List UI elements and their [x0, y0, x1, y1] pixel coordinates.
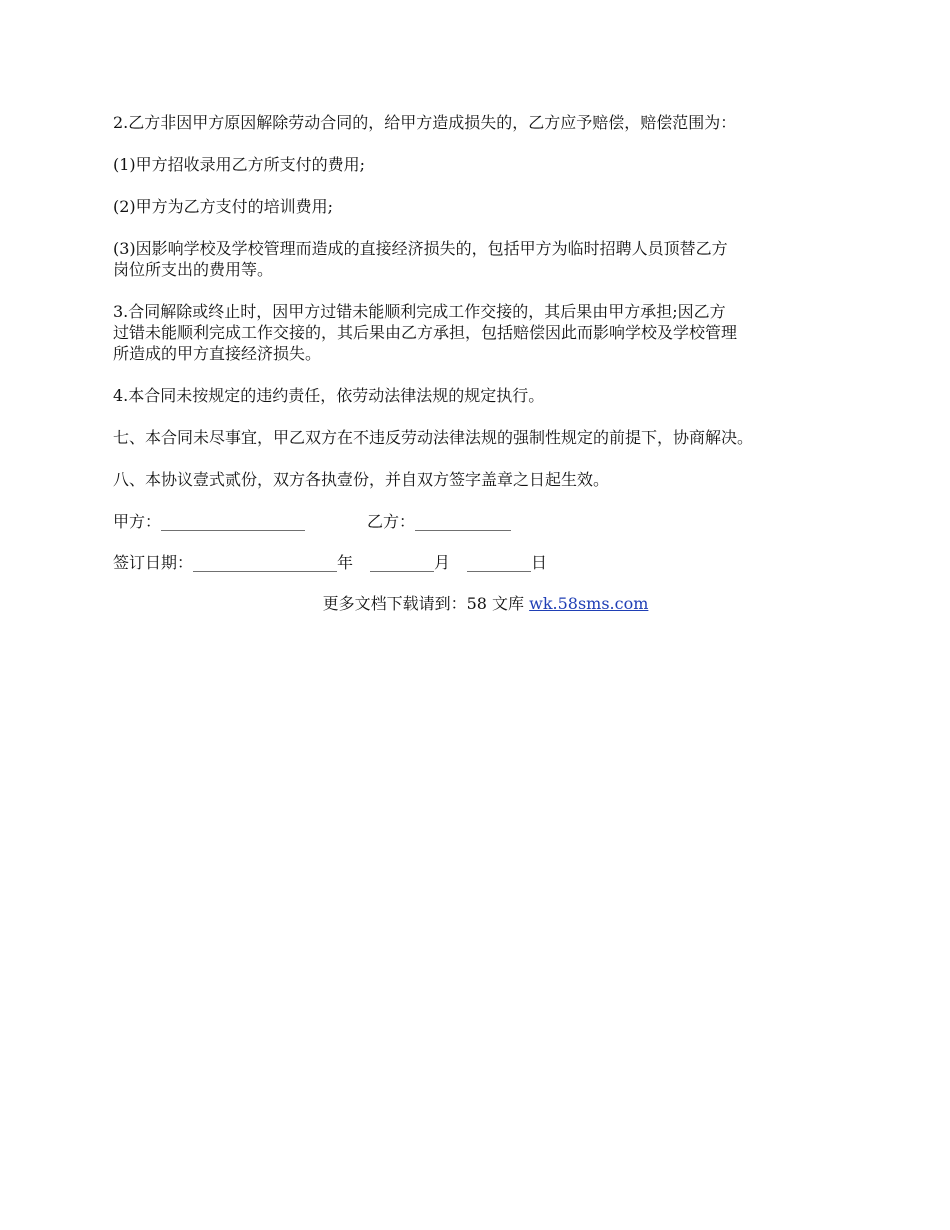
signing-date-year: 签订日期：__________________年: [113, 553, 354, 572]
footer-link[interactable]: wk.58sms.com: [529, 594, 649, 613]
clause-line: 3.合同解除或终止时，因甲方过错未能顺利完成工作交接的，其后果由甲方承担;因乙方: [113, 302, 726, 321]
clause-line: (2)甲方为乙方支付的培训费用;: [113, 197, 334, 216]
section-7: [113, 427, 858, 448]
clause-line: 2.乙方非因甲方原因解除劳动合同的，给甲方造成损失的，乙方应予赔偿，赔偿范围为：: [113, 113, 737, 132]
signing-date-month: ________月: [370, 553, 451, 572]
signing-date-day: ________日: [467, 553, 548, 572]
clause-line: 过错未能顺利完成工作交接的，其后果由乙方承担，包括赔偿因此而影响学校及学校管理: [113, 323, 738, 342]
clause-line: 七、本合同未尽事宜，甲乙双方在不违反劳动法律法规的强制性规定的前提下，协商解决。: [113, 428, 754, 447]
clause-line: 所造成的甲方直接经济损失。: [113, 344, 322, 363]
clause-line: 岗位所支出的费用等。: [113, 260, 274, 279]
party-b-signature-field: 乙方：____________: [367, 512, 512, 531]
signature-row: [113, 511, 858, 533]
clause-4: [113, 385, 858, 406]
download-footer: [113, 593, 858, 614]
clause-2: [113, 112, 858, 133]
signing-date-row: [113, 552, 858, 574]
section-8: [113, 469, 858, 490]
clause-2-item-2: [113, 196, 858, 217]
party-a-signature-field: 甲方：__________________: [113, 512, 306, 531]
clause-line: (1)甲方招收录用乙方所支付的费用;: [113, 155, 366, 174]
clause-line: 4.本合同未按规定的违约责任，依劳动法律法规的规定执行。: [113, 386, 545, 405]
footer-text: 更多文档下载请到：58 文库: [322, 594, 530, 613]
clause-line: (3)因影响学校及学校管理而造成的直接经济损失的，包括甲方为临时招聘人员顶替乙方: [113, 239, 728, 258]
document-body: [113, 112, 858, 614]
clause-line: 八、本协议壹式贰份，双方各执壹份，并自双方签字盖章之日起生效。: [113, 470, 610, 489]
clause-3: [113, 301, 858, 364]
clause-2-item-1: [113, 154, 858, 175]
clause-2-item-3: [113, 238, 858, 280]
